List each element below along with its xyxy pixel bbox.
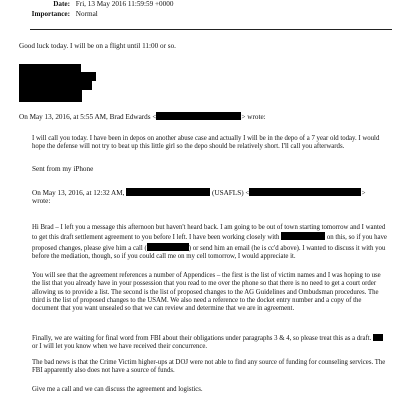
quote1-suffix: > wrote: (241, 113, 266, 121)
para3-part-a: Finally, we are waiting for final word from FBI about their obligations under paragraphs 3 & 4, so please treat this as a draft. (32, 335, 372, 342)
para1-part-b: on this, so if you have proposed changes, please give him a call ( (32, 234, 387, 252)
para1-part-a: Hi Brad – I left you a message this afternoon but haven't heard back. I am going to be out of town starting tomorrow and I wanted to get this draft settlement agreement to you before I left. I have been working closely with (32, 224, 386, 242)
quote2-header (32, 188, 366, 197)
quote2-paragraph-4: The bad news is that the Crime Victim higher-ups at DOJ were not able to find any source of funding for counseling services. The FBI apparently also does not have a source of funds. (32, 359, 386, 375)
para3-part-b: or I will let you know when we have received their concurrence. (32, 343, 208, 351)
quote1-body: I will call you today. I have been in depos on another abuse case and actually I will be in the depo of a 7 year old today. I would hope the defense will not try to beat up this little girl so the depo should be relatively short. I'll call you afterwards. (32, 135, 380, 151)
quote1-signature: Sent from my iPhone (32, 165, 94, 173)
redacted-email (156, 112, 241, 120)
quote2-wrote: wrote: (32, 197, 51, 205)
redacted-phone (147, 243, 189, 251)
redaction-block (19, 90, 82, 102)
redaction-block (19, 81, 92, 90)
quote2-suffix: > (361, 189, 366, 197)
redaction-block (19, 72, 96, 81)
quote1-prefix: On May 13, 2016, at 5:55 AM, Brad Edwards < (19, 113, 157, 121)
redaction-block (19, 64, 81, 72)
para1-part-c: ) or send him an email (he is cc'd above). I wanted to discuss it with you before the mediation, though, so if you could call me on my cell tomorrow, I would appreciate it. (32, 244, 386, 260)
redacted-email (249, 188, 361, 196)
importance-value: Normal (75, 10, 98, 18)
quote2-paragraph-1 (32, 224, 388, 261)
quote2-paragraph-2: You will see that the agreement references a number of Appendices – the first is the list of victim names and I was hoping to use the list that you already have in your possession that you read to me over the phone so that there is no need to get a court order allowing us to provide a list. The second is the list of proposed changes to the AG Guidelines and Ombudsman procedures. The third is the list of proposed changes to the USAM. We also need a reference to the docket entry number and a copy of the document that you want unsealed so that we can review and determine that we are in agreement. (32, 272, 381, 313)
quote2-paragraph-3 (32, 334, 388, 352)
date-value: Fri, 13 May 2016 11:59:59 +0000 (75, 0, 174, 8)
importance-row (30, 10, 98, 18)
quote2-paragraph-5: Give me a call and we can discuss the agreement and logistics. (32, 386, 203, 393)
message-body: Good luck today. I will be on a flight until 11:00 or so. (19, 42, 176, 50)
date-label: Date: (53, 0, 70, 8)
redacted-name (281, 232, 325, 240)
quote2-mid: (USAFLS) < (212, 189, 250, 197)
date-row (30, 0, 173, 8)
header-divider (30, 29, 392, 30)
redacted-name (126, 188, 210, 196)
quote2-prefix: On May 13, 2016, at 12:32 AM, (32, 189, 125, 197)
importance-label: Importance: (31, 10, 70, 18)
redacted-name (373, 334, 383, 341)
quote1-header (19, 112, 266, 121)
